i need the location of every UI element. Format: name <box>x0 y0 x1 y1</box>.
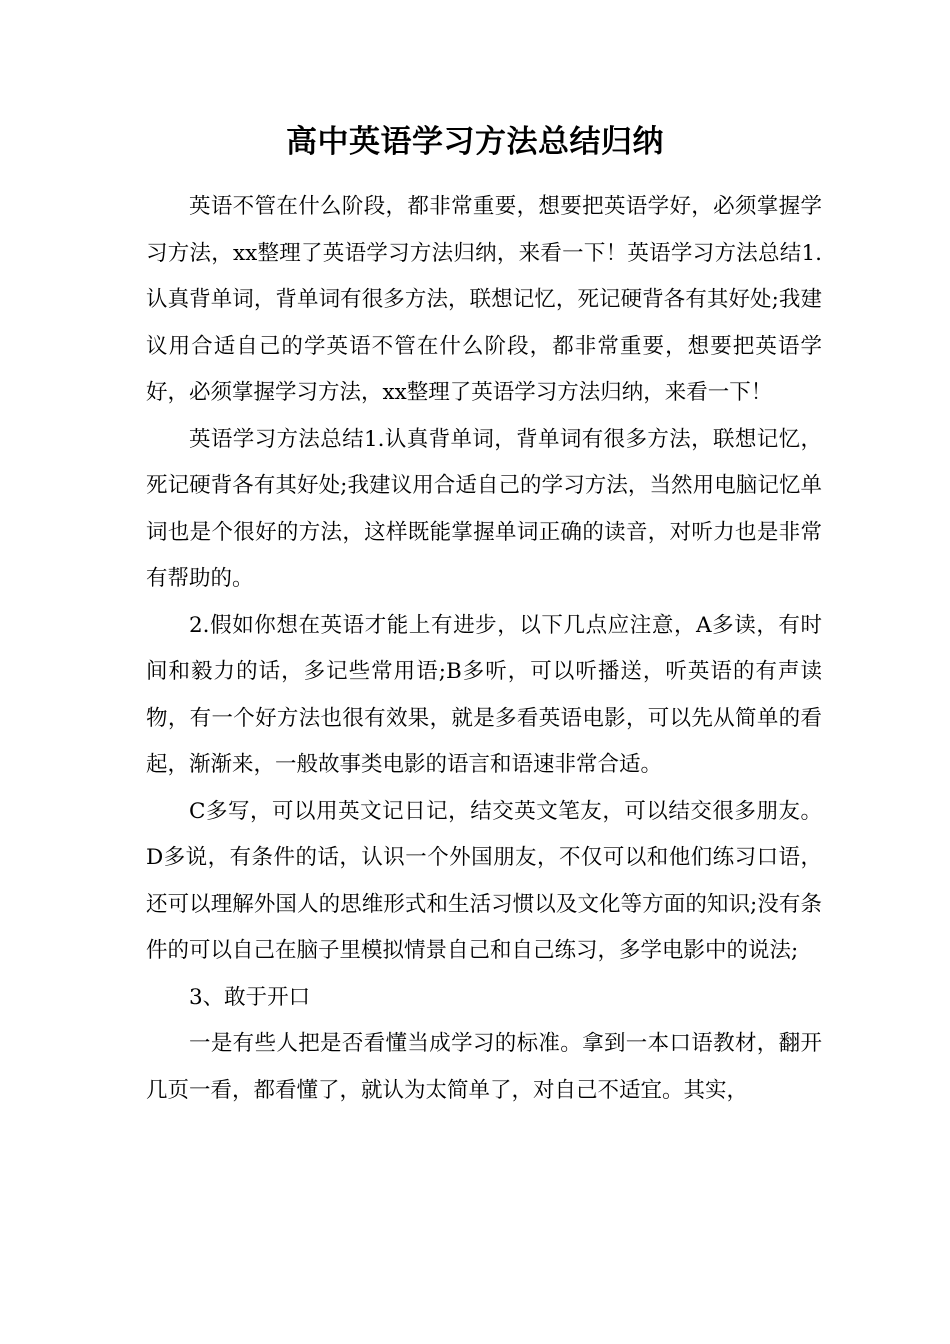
document-body <box>146 184 822 1114</box>
paragraph: 2.假如你想在英语才能上有进步，以下几点应注意，A多读，有时间和毅力的话，多记些常用语;B多听，可以听播送，听英语的有声读物，有一个好方法也很有效果，就是多看英语电影，可以先从简单的看起，渐渐来，一般故事类电影的语言和语速非常合适。 <box>146 612 822 777</box>
paragraph: C多写，可以用英文记日记，结交英文笔友，可以结交很多朋友。D多说，有条件的话，认识一个外国朋友，不仅可以和他们练习口语，还可以理解外国人的思维形式和生活习惯以及文化等方面的知识;没有条件的可以自己在脑子里模拟情景自己和自己练习，多学电影中的说法; <box>146 798 822 963</box>
paragraph: 英语学习方法总结1.认真背单词，背单词有很多方法，联想记忆，死记硬背各有其好处;我建议用合适自己的学习方法，当然用电脑记忆单词也是个很好的方法，这样既能掌握单词正确的读音，对听力也是非常有帮助的。 <box>146 426 822 591</box>
page-title: 高中英语学习方法总结归纳 <box>286 124 664 160</box>
paragraph: 英语不管在什么阶段，都非常重要，想要把英语学好，必须掌握学习方法，xx整理了英语学习方法归纳，来看一下！英语学习方法总结1.认真背单词，背单词有很多方法，联想记忆，死记硬背各有其好处;我建议用合适自己的学英语不管在什么阶段，都非常重要，想要把英语学好，必须掌握学习方法，xx整理了英语学习方法归纳，来看一下！ <box>146 194 822 405</box>
section-heading: 3、敢于开口 <box>189 984 311 1010</box>
paragraph: 一是有些人把是否看懂当成学习的标准。拿到一本口语教材，翻开几页一看，都看懂了，就认为太简单了，对自己不适宜。其实， <box>146 1031 822 1103</box>
